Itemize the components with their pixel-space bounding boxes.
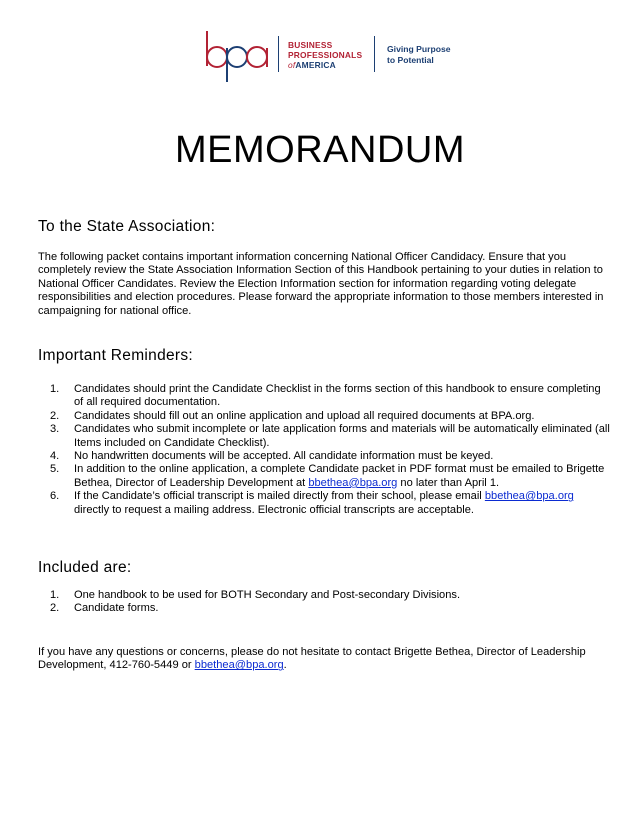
reminders-heading: Important Reminders:: [38, 347, 194, 364]
list-text: If the Candidate’s official transcript is mailed directly from their school, please email: [74, 490, 485, 503]
list-text: Candidates should print the Candidate Checklist in the forms section of this handbook to ensure completing of all required documentation.: [74, 383, 601, 409]
list-number: 1.: [50, 589, 60, 601]
logo-line-1: BUSINESS: [288, 40, 333, 50]
contact-text-tail: .: [283, 659, 287, 672]
list-item: [50, 383, 610, 410]
email-link[interactable]: bbethea@bpa.org: [484, 490, 574, 503]
intro-heading: To the State Association:: [38, 218, 216, 235]
list-number: 3.: [50, 423, 60, 436]
logo-tagline: [387, 44, 451, 66]
email-link[interactable]: bbethea@bpa.org: [308, 476, 398, 489]
bpa-mark-icon: [198, 28, 274, 84]
list-text: One handbook to be used for BOTH Secondary and Post-secondary Divisions.: [74, 589, 461, 601]
list-text: In addition to the online application, a complete Candidate packet in PDF format must be emailed to Brigette Bethea, Director of Leadership Development at: [74, 463, 605, 489]
list-number: 1.: [50, 383, 60, 395]
intro-paragraph: The following packet contains important information concerning National Officer Candidacy. Ensure that you completely review the State Association Information Section of this Handbook pertaining to your duties in relation to National Officer Candidates. Review the Election Information section for information regarding voting delegate responsibilities and election procedures. Please forward the appropriate information to those members interested in campaigning for national office.: [38, 251, 604, 317]
contact-text: If you have any questions or concerns, please do not hesitate to contact Brigette Bethea, Director of Leadership Development, 412-760-5449 or: [38, 646, 586, 672]
list-number: 4.: [50, 450, 60, 463]
reminders-list: [50, 383, 610, 517]
logo-line-3-of: of: [288, 60, 296, 70]
tagline-line-2: to Potential: [387, 55, 434, 65]
included-heading: Included are:: [38, 559, 132, 576]
bpa-logo: [198, 28, 458, 84]
list-item: [50, 589, 610, 602]
tagline-line-1: Giving Purpose: [387, 44, 451, 54]
logo-divider: [278, 36, 279, 72]
page-title: MEMORANDUM: [175, 129, 465, 171]
logo-line-2: PROFESSIONALS: [288, 50, 363, 60]
logo-line-3-rest: AMERICA: [295, 60, 336, 70]
list-number: 6.: [50, 490, 60, 503]
list-number: 2.: [50, 409, 60, 422]
list-item: [50, 450, 610, 463]
list-item: [50, 423, 610, 450]
list-item: [50, 602, 610, 615]
list-text-tail: directly to request a mailing address. Electronic official transcripts are acceptable.: [74, 503, 474, 516]
contact-email-link[interactable]: bbethea@bpa.org: [194, 659, 284, 672]
list-text-tail: no later than April 1.: [397, 476, 500, 489]
tagline-divider: [374, 36, 375, 72]
contact-paragraph: [38, 646, 610, 673]
list-text: Candidates should fill out an online application and upload all required documents at BPA.org.: [74, 409, 535, 422]
list-item: [50, 463, 610, 490]
list-text: Candidate forms.: [74, 602, 159, 615]
logo-wordmark: [288, 40, 362, 70]
list-number: 2.: [50, 602, 60, 615]
included-list: [50, 589, 610, 616]
list-text: Candidates who submit incomplete or late application forms and materials will be automatically eliminated (all Items included on Candidate Checklist).: [74, 423, 610, 449]
list-number: 5.: [50, 463, 60, 476]
list-item: [50, 490, 610, 517]
list-text: No handwritten documents will be accepted. All candidate information must be keyed.: [74, 450, 494, 463]
list-item: [50, 410, 610, 423]
